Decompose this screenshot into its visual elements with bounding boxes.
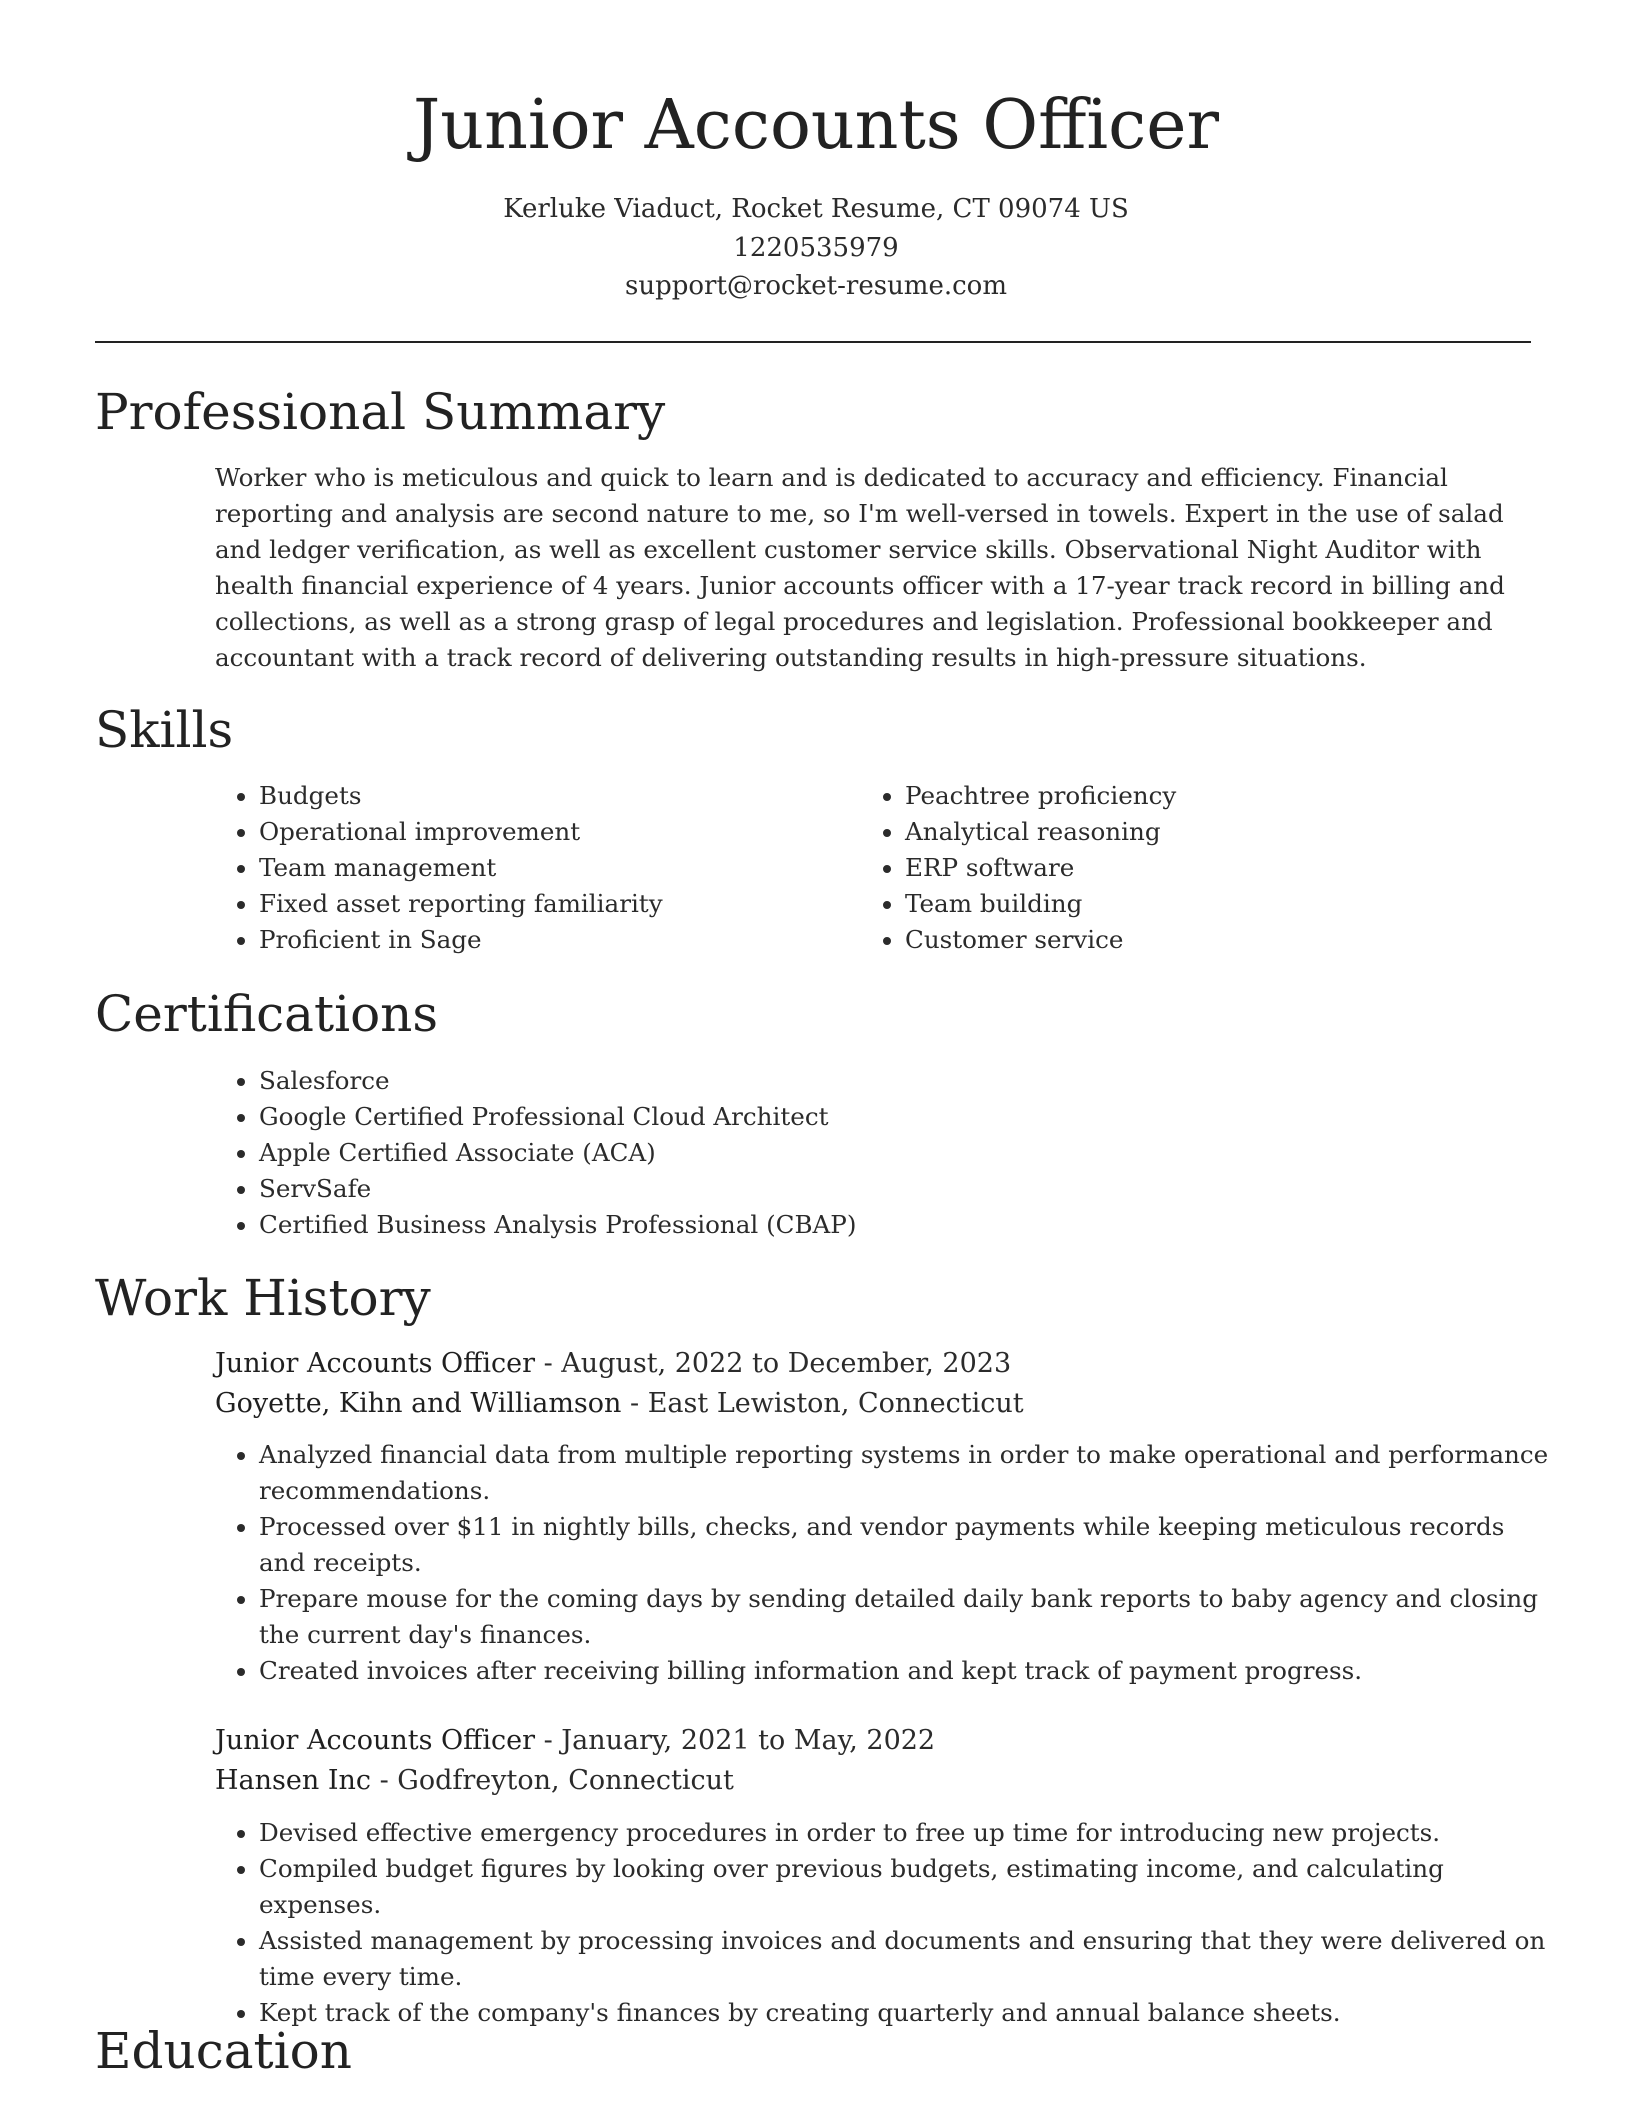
section-title-skills: Skills xyxy=(95,701,234,759)
list-item: • Compiled budget figures by looking over previous budgets, estimating income, and calculating expenses. xyxy=(259,1851,1549,1923)
list-item: • Kept track of the company's finances by creating quarterly and annual balance sheets. xyxy=(259,1995,1549,2031)
job-dates: - August, 2022 to December, 2023 xyxy=(535,1348,1012,1379)
list-item: • Processed over $11 in nightly bills, checks, and vendor payments while keeping meticulous records and receipts. xyxy=(259,1509,1549,1581)
job-bullets xyxy=(215,1437,1549,1689)
list-item: • ERP software xyxy=(905,850,1505,886)
contact-email: support@rocket-resume.com xyxy=(624,271,1007,301)
job-title-line xyxy=(215,1721,1535,1761)
job-location: - Godfreyton, Connecticut xyxy=(371,1765,734,1796)
list-item: • Prepare mouse for the coming days by sending detailed daily bank reports to baby agency and closing the current day's finances. xyxy=(259,1581,1549,1653)
section-title-education: Education xyxy=(95,2022,352,2080)
list-item: • Budgets xyxy=(259,778,859,814)
job-role: Junior Accounts Officer xyxy=(215,1348,536,1379)
list-item: • Created invoices after receiving billing information and kept track of payment progress. xyxy=(259,1653,1549,1689)
list-item: • Google Certified Professional Cloud Architect xyxy=(259,1099,1359,1135)
section-title-work-history: Work History xyxy=(95,1269,431,1327)
section-title-summary: Professional Summary xyxy=(95,383,666,441)
job-location: - East Lewiston, Connecticut xyxy=(621,1388,1024,1419)
job-dates: - January, 2021 to May, 2022 xyxy=(535,1725,936,1756)
list-item: • Analyzed financial data from multiple reporting systems in order to make operational and performance recommendations. xyxy=(259,1437,1549,1509)
resume-name: Junior Accounts Officer xyxy=(413,86,1219,165)
job-bullets xyxy=(215,1815,1549,2031)
list-item: • Certified Business Analysis Professional (CBAP) xyxy=(259,1207,1359,1243)
contact-phone: 1220535979 xyxy=(733,233,899,263)
list-item: • Customer service xyxy=(905,922,1505,958)
job-company-line xyxy=(215,1384,1535,1424)
list-item: • Salesforce xyxy=(259,1063,1359,1099)
list-item: • Analytical reasoning xyxy=(905,814,1505,850)
list-item: • Team building xyxy=(905,886,1505,922)
list-item: • Devised effective emergency procedures in order to free up time for introducing new projects. xyxy=(259,1815,1549,1851)
list-item: • Apple Certified Associate (ACA) xyxy=(259,1135,1359,1171)
list-item: • Operational improvement xyxy=(259,814,859,850)
summary-text: Worker who is meticulous and quick to learn and is dedicated to accuracy and efficiency. Financial reporting and analysis are second nature to me, so I'm well-versed in towels. Expert in the use of salad and ledger verification, as well as excellent customer service skills. Observational Night Auditor with health financial experience of 4 years. Junior accounts officer with a 17-year track record in billing and collections, as well as a strong grasp of legal procedures and legislation. Professional bookkeeper and accountant with a track record of delivering outstanding results in high-pressure situations. xyxy=(215,463,1505,672)
list-item: • Assisted management by processing invoices and documents and ensuring that they were delivered on time every time. xyxy=(259,1923,1549,1995)
list-item: • Peachtree proficiency xyxy=(905,778,1505,814)
job-company: Hansen Inc xyxy=(215,1765,372,1796)
list-item: • Proficient in Sage xyxy=(259,922,859,958)
certifications-list xyxy=(215,1063,1359,1243)
section-title-certifications: Certifications xyxy=(95,985,439,1043)
job-company-line xyxy=(215,1761,1535,1801)
list-item: • Team management xyxy=(259,850,859,886)
list-item: • Fixed asset reporting familiarity xyxy=(259,886,859,922)
list-item: • ServSafe xyxy=(259,1171,1359,1207)
job-company: Goyette, Kihn and Williamson xyxy=(215,1388,622,1419)
job-title-line xyxy=(215,1344,1535,1384)
job-role: Junior Accounts Officer xyxy=(215,1725,536,1756)
skills-list-left xyxy=(215,778,859,958)
skills-list-right xyxy=(861,778,1505,958)
contact-address: Kerluke Viaduct, Rocket Resume, CT 09074 US xyxy=(503,194,1129,224)
header-divider xyxy=(95,341,1531,343)
